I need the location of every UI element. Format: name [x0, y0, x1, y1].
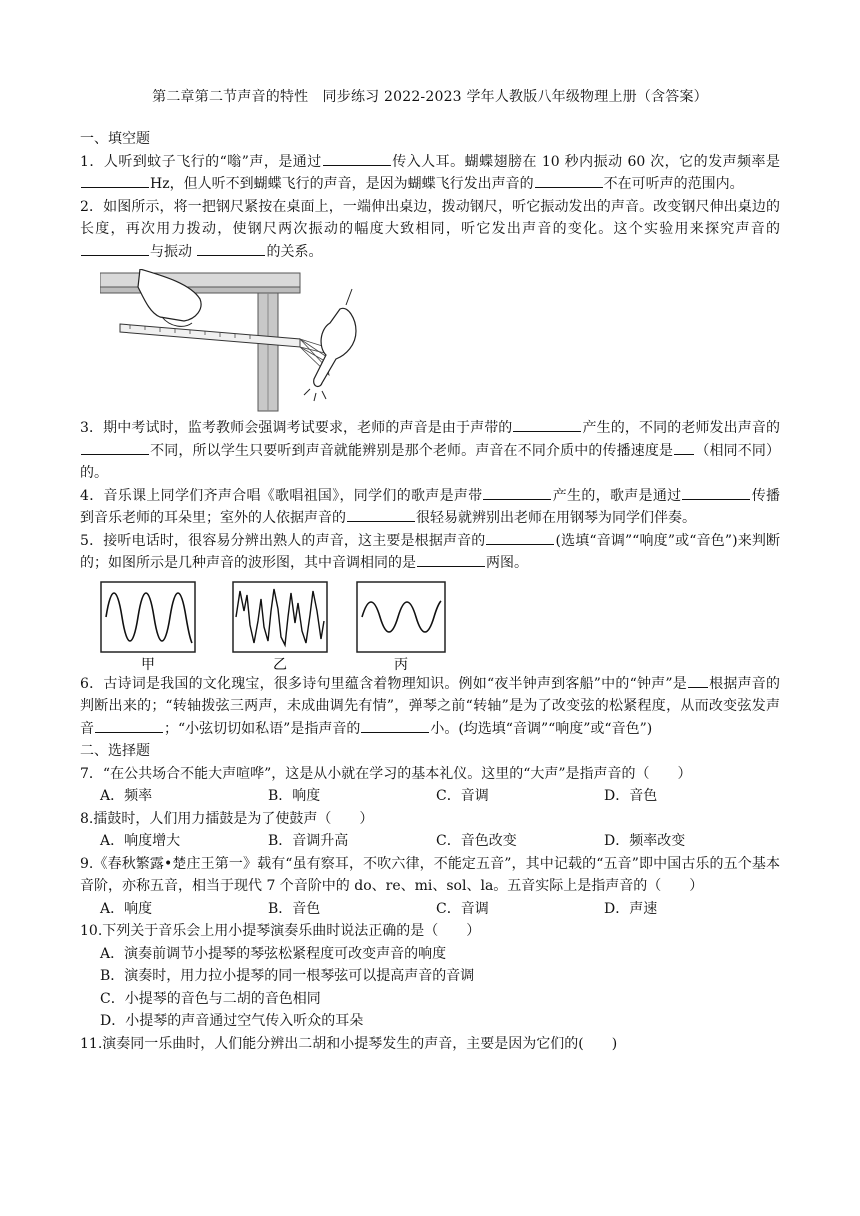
question-4-text-a: 4．音乐课上同学们齐声合唱《歌唱祖国》，同学们的歌声是声带 [80, 487, 483, 504]
option-a[interactable]: A．演奏前调节小提琴的琴弦松紧程度可改变声音的响度 [100, 945, 447, 962]
question-4-text-b: 产生的，歌声是通过 [552, 487, 682, 504]
question-5-text-c: 两图。 [486, 555, 528, 571]
answer-blank[interactable] [535, 173, 603, 188]
question-5-text-a: 5．接听电话时，很容易分辨出熟人的声音，这主要是根据声音的 [80, 532, 486, 549]
worksheet-content [80, 128, 780, 1055]
section-multiple-choice: 二、选择题 [80, 743, 150, 759]
question-6-text-b: 根据声音的判断出来的；“转轴拨弦三两声，未成曲调先有情”，弹琴之前“转轴”是为了改变弦的松紧程度，从而改变弦发声音 [80, 675, 780, 737]
question-6-text-a: 6．古诗词是我国的文化瑰宝，很多诗句里蕴含着物理知识。例如“夜半钟声到客船”中的“钟声”是 [80, 675, 687, 692]
waveform-label-jia: 甲 [141, 656, 155, 673]
answer-blank[interactable] [483, 485, 551, 500]
question-2 [80, 196, 780, 264]
option-c[interactable]: C．音色改变 [436, 833, 517, 849]
question-1 [80, 151, 780, 196]
question-7-options [80, 785, 780, 808]
question-3-text-d: （相同不同）的。 [80, 442, 781, 481]
waveform-label-bing: 丙 [394, 656, 408, 673]
option-b[interactable]: B．音调升高 [268, 833, 349, 849]
question-11: 11.演奏同一乐曲时，人们能分辨出二胡和小提琴发生的声音，主要是因为它们的( ) [80, 1035, 618, 1052]
answer-blank[interactable] [81, 241, 149, 256]
question-6-text-d: 小。(均选填“音调”“响度”或“音色”) [430, 720, 653, 737]
answer-blank[interactable] [361, 718, 429, 733]
question-6-text-c: ；“小弦切切如私语”是指声音的 [164, 720, 361, 737]
option-d[interactable]: D．声速 [604, 900, 658, 917]
question-4-text-c: 传播到音乐老师的耳朵里；室外的人依据声音的 [80, 487, 781, 526]
option-d[interactable]: D．小提琴的声音通过空气传入听众的耳朵 [100, 1013, 364, 1029]
answer-blank[interactable] [81, 173, 149, 188]
answer-blank[interactable] [197, 241, 265, 256]
question-3-text-b: 产生的，不同的老师发出声音的 [582, 420, 781, 436]
question-1-text-a: 1．人听到蚊子飞行的“嗡”声，是通过 [80, 153, 322, 170]
option-c[interactable]: C．小提琴的音色与二胡的音色相同 [100, 990, 321, 1007]
answer-blank[interactable] [81, 440, 149, 455]
question-8: 8.擂鼓时，人们用力擂鼓是为了使鼓声（ ） [80, 810, 374, 827]
answer-blank[interactable] [347, 507, 415, 522]
option-a[interactable]: A．响度 [100, 900, 153, 917]
option-b[interactable]: B．演奏时，用力拉小提琴的同一根琴弦可以提高声音的音调 [100, 968, 475, 984]
question-1-text-b: 传入人耳。蝴蝶翅膀在 10 秒内振动 60 次，它的发声频率是 [391, 153, 780, 170]
question-6 [80, 673, 780, 741]
option-b[interactable]: B．响度 [268, 788, 321, 804]
option-a[interactable]: A．频率 [100, 788, 153, 804]
ruler-table-illustration [100, 269, 390, 413]
option-b[interactable]: B．音色 [268, 900, 321, 917]
question-3-text-a: 3．期中考试时，监考教师会强调考试要求，老师的声音是由于声带的 [80, 420, 513, 436]
answer-blank[interactable] [513, 417, 581, 432]
question-8-options [80, 830, 780, 853]
answer-blank[interactable] [95, 718, 163, 733]
waveform-label-yi: 乙 [273, 656, 287, 673]
question-9: 9.《春秋繁露•楚庄王第一》载有“虽有察耳，不吹六律，不能定五音”，其中记载的“五音”即中国古乐的五个基本音阶，亦称五音，相当于现代 7 个音阶中的 do、re、mi、sol、la。五音实际上是指声音的（ ） [80, 855, 780, 894]
option-c[interactable]: C．音调 [436, 788, 489, 804]
section-fill-in-blank: 一、填空题 [80, 131, 150, 147]
question-3 [80, 417, 780, 485]
question-1-text-d: 不在可听声的范围内。 [603, 176, 744, 192]
waveform-illustration [100, 581, 450, 673]
answer-blank[interactable] [688, 673, 708, 688]
question-10: 10.下列关于音乐会上用小提琴演奏乐曲时说法正确的是（ ） [80, 923, 481, 939]
page-title: 第二章第二节声音的特性 同步练习 2022-2023 学年人教版八年级物理上册（含答案） [152, 89, 708, 105]
question-9-options [80, 898, 780, 921]
answer-blank[interactable] [486, 530, 554, 545]
question-2-text-b: 与振动 [150, 243, 197, 260]
question-7: 7．“在公共场合不能大声喧哗”，这是从小就在学习的基本礼仪。这里的“大声”是指声音的（ ） [80, 765, 692, 782]
question-1-text-c: Hz，但人听不到蝴蝶飞行的声音，是因为蝴蝶飞行发出声音的 [150, 176, 534, 192]
answer-blank[interactable] [674, 440, 694, 455]
question-5 [80, 530, 780, 575]
answer-blank[interactable] [417, 552, 485, 567]
option-c[interactable]: C．音调 [436, 900, 489, 917]
question-3-text-c: 不同，所以学生只要听到声音就能辨别是那个老师。声音在不同介质中的传播速度是 [150, 442, 674, 459]
option-d[interactable]: D．频率改变 [604, 833, 686, 849]
ruler-experiment-figure [100, 269, 390, 413]
answer-blank[interactable] [682, 485, 750, 500]
question-2-text-a: 2．如图所示，将一把钢尺紧按在桌面上，一端伸出桌边，拨动钢尺，听它振动发出的声音。改变钢尺伸出桌边的长度，再次用力拨动，使钢尺两次振动的幅度大致相同，听它发出声音的变化。这个实验用来探究声音的 [80, 198, 780, 237]
question-4 [80, 485, 780, 530]
answer-blank[interactable] [323, 151, 391, 166]
question-2-text-c: 的关系。 [266, 243, 323, 260]
option-d[interactable]: D．音色 [604, 788, 658, 804]
question-5-text-b: (选填“音调”“响度”或“音色”)来判断的；如图所示是几种声音的波形图，其中音调相同的是 [80, 532, 781, 571]
question-4-text-d: 很轻易就辨别出老师在用钢琴为同学们伴奏。 [416, 510, 696, 526]
waveform-figure [100, 581, 450, 673]
option-a[interactable]: A．响度增大 [100, 833, 181, 849]
